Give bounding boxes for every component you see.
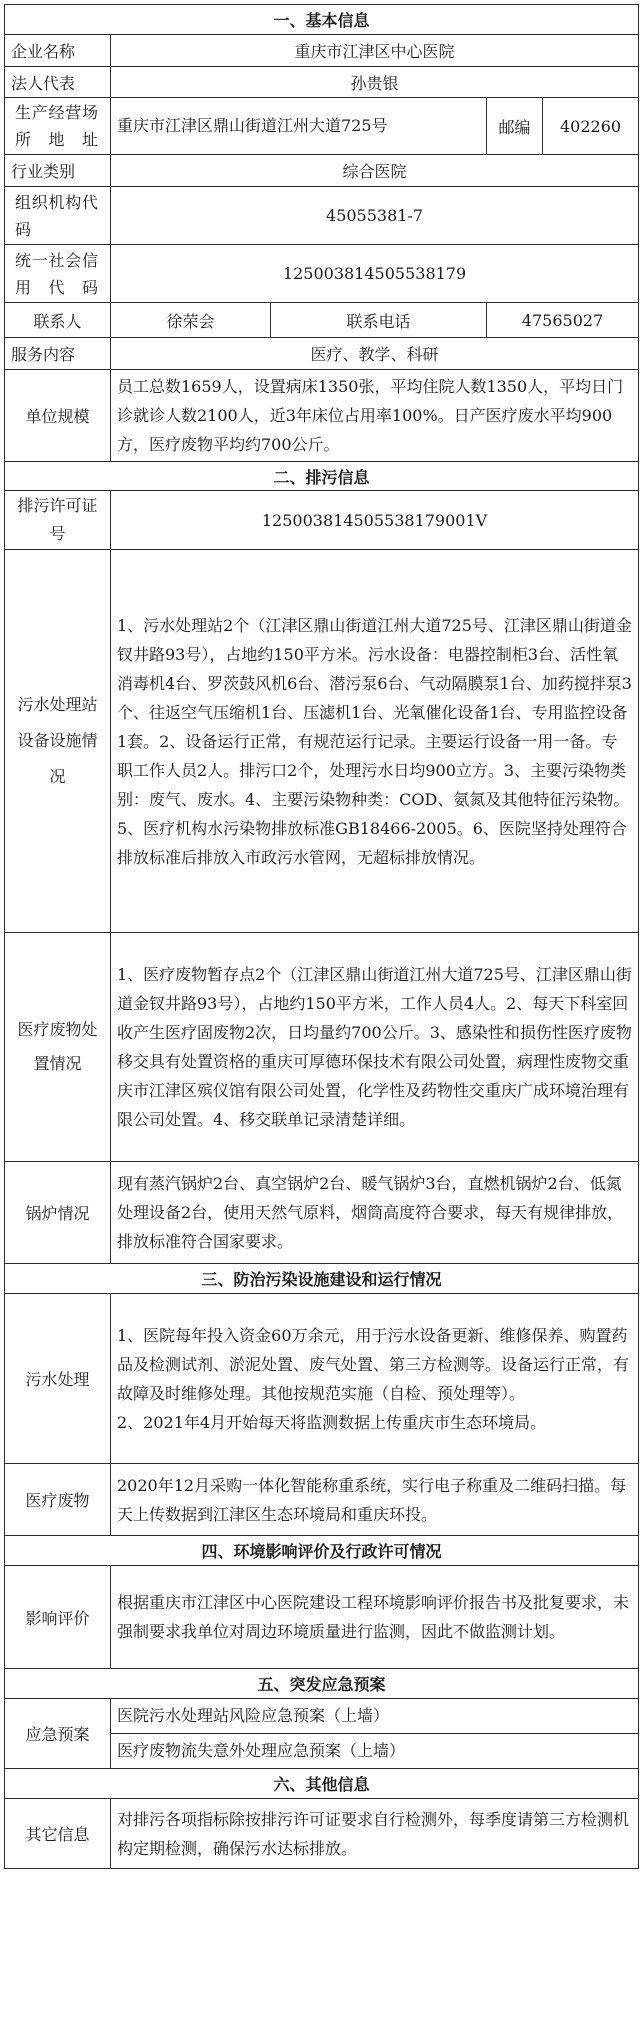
scale-label: 单位规模 <box>5 370 111 462</box>
section-discharge-row <box>5 462 639 491</box>
sewage-facility-row <box>5 550 639 933</box>
waste-disposal-label: 医疗废物处置情况 <box>5 933 111 1162</box>
postcode-label: 邮编 <box>487 98 543 155</box>
contact-label: 联系人 <box>5 303 111 338</box>
info-table <box>4 4 639 1869</box>
section-basic-title: 一、基本信息 <box>5 5 639 35</box>
permit-value: 125003814505538179001V <box>111 491 639 550</box>
medical-waste-row <box>5 1464 639 1536</box>
address-row <box>5 98 639 155</box>
credit-row <box>5 245 639 303</box>
section-emergency-row <box>5 1669 639 1699</box>
contact-row <box>5 303 639 338</box>
legal-row <box>5 67 639 98</box>
section-eia-title: 四、环境影响评价及行政许可情况 <box>5 1536 639 1566</box>
eia-label: 影响评价 <box>5 1566 111 1669</box>
orgcode-row <box>5 187 639 245</box>
company-label: 企业名称 <box>5 35 111 67</box>
credit-value: 125003814505538179 <box>111 245 639 303</box>
scale-row <box>5 370 639 462</box>
other-label: 其它信息 <box>5 1799 111 1869</box>
permit-label: 排污许可证号 <box>5 491 111 550</box>
sewage-treatment-label: 污水处理 <box>5 1294 111 1464</box>
eia-value: 根据重庆市江津区中心医院建设工程环境影响评价报告书及批复要求，未强制要求我单位对周边环境质量进行监测，因此不做监测计划。 <box>111 1566 639 1669</box>
section-other-title: 六、其他信息 <box>5 1769 639 1799</box>
company-value: 重庆市江津区中心医院 <box>111 35 639 67</box>
sewage-treatment-para-1: 1、医院每年投入资金60万余元，用于污水设备更新、维修保养、购置药品及检测试剂、淤泥处置、废气处置、第三方检测等。设备运行正常，有故障及时维修处理。其他按规范实施（自检、预处理等）。 <box>117 1325 630 1403</box>
sewage-treatment-cell <box>111 1294 639 1464</box>
eia-row <box>5 1566 639 1669</box>
boiler-label: 锅炉情况 <box>5 1162 111 1264</box>
orgcode-value: 45055381-7 <box>111 187 639 245</box>
contact-value: 徐荣会 <box>111 303 271 338</box>
section-other-row <box>5 1769 639 1799</box>
section-basic-row <box>5 5 639 35</box>
section-facilities-row <box>5 1264 639 1294</box>
address-label: 生产经营场所地址 <box>5 98 111 155</box>
section-eia-row <box>5 1536 639 1566</box>
legal-label: 法人代表 <box>5 67 111 98</box>
service-label: 服务内容 <box>5 338 111 370</box>
service-row <box>5 338 639 370</box>
phone-label: 联系电话 <box>271 303 487 338</box>
scale-value: 员工总数1659人，设置病床1350张，平均住院人数1350人，平均日门诊就诊人数2100人，近3年床位占用率100%。日产医疗废水平均900方，医疗废物平均约700公斤。 <box>111 370 639 462</box>
sewage-treatment-para-2: 2、2021年4月开始每天将监测数据上传重庆市生态环境局。 <box>117 1412 547 1432</box>
industry-row <box>5 155 639 187</box>
permit-row <box>5 491 639 550</box>
section-facilities-title: 三、防治污染设施建设和运行情况 <box>5 1264 639 1294</box>
boiler-row <box>5 1162 639 1264</box>
industry-value: 综合医院 <box>111 155 639 187</box>
sewage-treatment-row <box>5 1294 639 1464</box>
section-discharge-title: 二、排污信息 <box>5 462 639 491</box>
emergency-plan-1: 医院污水处理站风险应急预案（上墙） <box>111 1699 639 1734</box>
phone-value: 47565027 <box>487 303 639 338</box>
waste-disposal-value: 1、医疗废物暂存点2个（江津区鼎山街道江州大道725号、江津区鼎山街道金钗井路93号），占地约150平方米，工作人员4人。2、每天下科室回收产生医疗固废物2次，日均量约700公斤。3、感染性和损伤性医疗废物移交具有处置资格的重庆可厚德环保技术有限公司处置，病理性废物交重庆市江津区殡仪馆有限公司处置，化学性及药物性交重庆广成环境治理有限公司处置。4、移交联单记录清楚详细。 <box>111 933 639 1162</box>
medical-waste-label: 医疗废物 <box>5 1464 111 1536</box>
industry-label: 行业类别 <box>5 155 111 187</box>
credit-label: 统一社会信用代码 <box>5 245 111 303</box>
emergency-label: 应急预案 <box>5 1699 111 1769</box>
address-value: 重庆市江津区鼎山街道江州大道725号 <box>111 98 487 155</box>
medical-waste-value: 2020年12月采购一体化智能称重系统，实行电子称重及二维码扫描。每天上传数据到江津区生态环境局和重庆环投。 <box>111 1464 639 1536</box>
emergency-row-1 <box>5 1699 639 1734</box>
other-value: 对排污各项指标除按排污许可证要求自行检测外，每季度请第三方检测机构定期检测，确保污水达标排放。 <box>111 1799 639 1869</box>
company-row <box>5 35 639 67</box>
orgcode-label: 组织机构代码 <box>5 187 111 245</box>
sewage-facility-value: 1、污水处理站2个（江津区鼎山街道江州大道725号、江津区鼎山街道金钗井路93号），占地约150平方米。污水设备：电器控制柜3台、活性氧消毒机4台、罗茨鼓风机6台、潜污泵6台、气动隔膜泵1台、加药搅拌泵3个、往返空气压缩机1台、压滤机1台、光氧催化设备1台、专用监控设备1套。2、设备运行正常，有规范运行记录。主要运行设备一用一备。专职工作人员2人。排污口2个，处理污水日均900立方。3、主要污染物类别：废气、废水。4、主要污染物种类：COD、氨氮及其他特征污染物。5、医疗机构水污染物排放标准GB18466-2005。6、医院坚持处理符合排放标准后排放入市政污水管网，无超标排放情况。 <box>111 550 639 933</box>
postcode-value: 402260 <box>543 98 639 155</box>
waste-disposal-row <box>5 933 639 1162</box>
legal-value: 孙贵银 <box>111 67 639 98</box>
service-value: 医疗、教学、科研 <box>111 338 639 370</box>
emergency-plan-2: 医疗废物流失意外处理应急预案（上墙） <box>111 1734 639 1769</box>
boiler-value: 现有蒸汽锅炉2台、真空锅炉2台、暖气锅炉3台，直燃机锅炉2台、低氮处理设备2台，使用天然气原料，烟筒高度符合要求，每天有规律排放，排放标准符合国家要求。 <box>111 1162 639 1264</box>
other-row <box>5 1799 639 1869</box>
section-emergency-title: 五、突发应急预案 <box>5 1669 639 1699</box>
sewage-facility-label: 污水处理站设备设施情况 <box>5 550 111 933</box>
